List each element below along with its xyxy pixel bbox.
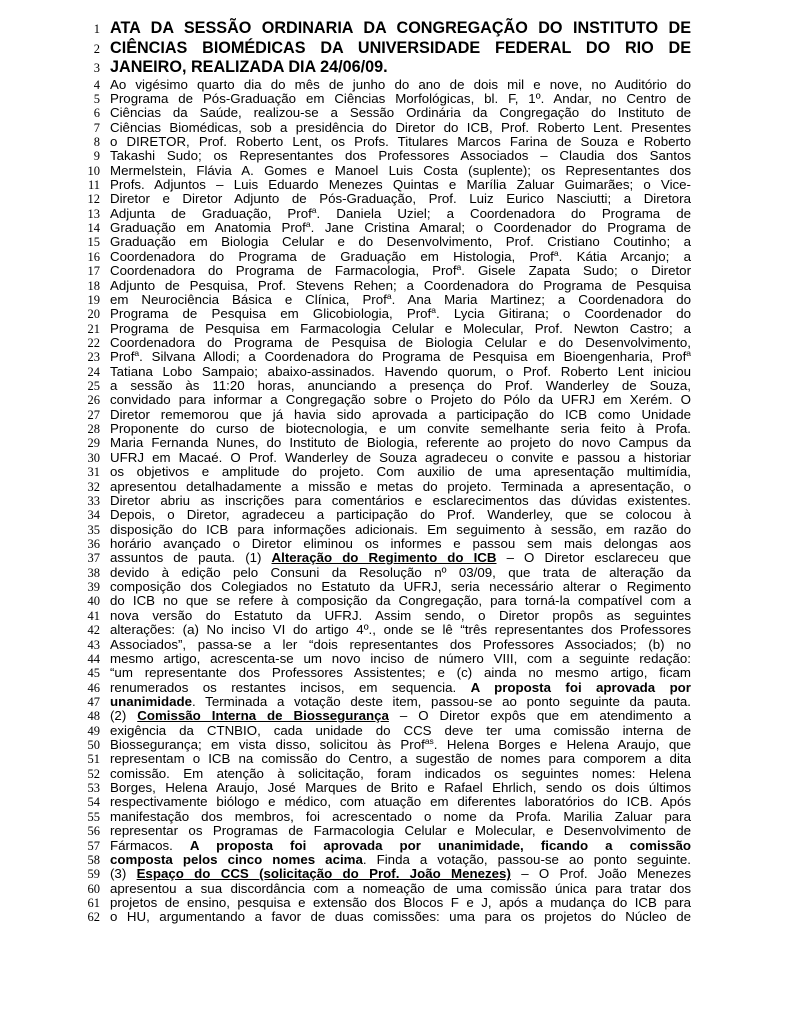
minutes-document	[0, 19, 791, 925]
line-number: 22	[87, 335, 100, 350]
line-text	[110, 508, 691, 522]
line-text	[110, 135, 691, 149]
text-run: ATA DA SESSÃO ORDINARIA DA CONGREGAÇÃO DO INSTITUTO DE	[110, 19, 691, 37]
line-text	[110, 408, 691, 422]
line-number: 3	[93, 61, 100, 75]
text-line	[0, 106, 791, 120]
line-number: 27	[87, 407, 100, 422]
text-run: . Helena Borges e Helena Araujo, que	[433, 737, 691, 753]
line-text	[110, 436, 691, 450]
line-number: 55	[87, 809, 100, 824]
title-line	[0, 58, 791, 78]
text-line	[0, 164, 791, 178]
line-text	[110, 78, 691, 92]
text-run: Graduação em Anatomia Prof	[110, 220, 306, 236]
text-run: . Daniela Uziel; a Coordenadora do Programa de	[316, 205, 691, 221]
text-run: Coordenadora do Programa de Farmacologia, Prof	[110, 263, 457, 279]
line-number: 41	[87, 608, 100, 623]
superscript: a	[431, 305, 436, 316]
text-run: Diretor abriu as inscrições para comentários e esclarecimentos das dúvidas existentes.	[110, 492, 691, 508]
line-text	[110, 451, 691, 465]
text-run: . Silvana Allodi; a Coordenadora do Programa de Pesquisa em Bioengenharia, Prof	[139, 349, 687, 365]
line-number: 61	[87, 895, 100, 910]
text-run: alterações: (a) No inciso VI do artigo 4º., onde se lê “três representantes dos Professores	[110, 622, 691, 638]
line-text	[110, 379, 691, 393]
line-number: 7	[93, 120, 100, 135]
text-run: assuntos de pauta. (1)	[110, 550, 272, 566]
bold-text: unanimidade	[110, 693, 193, 709]
line-number: 59	[87, 867, 100, 882]
line-number: 30	[87, 450, 100, 465]
line-text	[110, 307, 691, 321]
text-line	[0, 652, 791, 666]
line-text	[110, 39, 691, 59]
text-run: Graduação em Biologia Celular e do Desenvolvimento, Prof. Cristiano Coutinho; a	[110, 234, 691, 250]
text-run: Coordenadora do Programa de Graduação em Histologia, Prof	[110, 248, 554, 264]
line-text	[110, 350, 691, 364]
text-run: Programa de Pesquisa em Glicobiologia, Prof	[110, 306, 432, 322]
text-run: convidado para informar a Congregação sobre o Projeto do Pólo da UFRJ em Xerém. O	[110, 392, 691, 408]
text-line	[0, 436, 791, 450]
line-text	[110, 709, 691, 723]
line-number: 58	[87, 852, 100, 867]
text-line	[0, 480, 791, 494]
line-number: 12	[87, 192, 100, 207]
line-number: 13	[87, 206, 100, 221]
text-run: o DIRETOR, Prof. Roberto Lent, os Profs. Titulares Marcos Farina de Souza e Roberto	[110, 133, 691, 149]
text-run: em Neurociência Básica e Clínica, Prof	[110, 291, 387, 307]
text-run: Ciências Biomédicas, sob a presidência do Diretor do ICB, Prof. Roberto Lent. Presentes	[110, 119, 691, 135]
line-number: 37	[87, 551, 100, 566]
text-line	[0, 638, 791, 652]
line-number: 29	[87, 436, 100, 451]
line-number: 18	[87, 278, 100, 293]
line-text	[110, 580, 691, 594]
bold-text: Alteração do Regimento do ICB	[271, 550, 497, 566]
text-line	[0, 121, 791, 135]
text-line	[0, 350, 791, 364]
line-number: 36	[87, 537, 100, 551]
text-line	[0, 666, 791, 680]
line-number: 26	[87, 393, 100, 408]
line-number: 39	[87, 580, 100, 595]
superscript: a	[305, 219, 311, 230]
text-run: apresentou a sua discordância com a nomeação de uma comissão única para tratar dos	[110, 880, 691, 896]
text-line	[0, 393, 791, 407]
text-run: (3)	[110, 866, 137, 882]
bold-text: Espaço do CCS (solicitação do Prof. João Menezes)	[136, 866, 511, 882]
line-number: 35	[87, 522, 100, 537]
line-number: 47	[87, 694, 100, 709]
text-line	[0, 867, 791, 881]
line-number: 21	[87, 321, 100, 336]
superscript: a	[386, 290, 392, 301]
line-text	[110, 839, 691, 853]
text-run: CIÊNCIAS BIOMÉDICAS DA UNIVERSIDADE FEDERAL DO RIO DE	[110, 38, 691, 57]
line-number: 52	[87, 766, 100, 781]
line-text	[110, 422, 691, 436]
line-text	[110, 566, 691, 580]
line-text	[110, 695, 691, 709]
text-line	[0, 178, 791, 192]
text-run: manifestação dos membros, foi acrescentado o nome da Profa. Marilia Zaluar para	[110, 808, 691, 824]
line-text	[110, 480, 691, 494]
line-text	[110, 681, 691, 695]
text-line	[0, 408, 791, 422]
text-run: exigência da CTNBIO, cada unidade do CCS deve ter uma comissão interna de	[110, 722, 691, 738]
text-run: horário avançado o Diretor eliminou os informes e passou sem mais delongas aos	[110, 536, 691, 551]
text-line	[0, 523, 791, 537]
line-text	[110, 594, 691, 608]
line-text	[110, 279, 691, 293]
line-text	[110, 666, 691, 680]
text-run: . Gisele Zapata Sudo; o Diretor	[461, 263, 691, 279]
line-number: 15	[87, 235, 100, 250]
line-text	[110, 537, 691, 551]
text-line	[0, 551, 791, 565]
line-number: 17	[87, 264, 100, 279]
text-run: Depois, o Diretor, agradeceu a participação do Prof. Wanderley, que se colocou à	[110, 507, 691, 523]
text-run: . Lycia Gitirana; o Coordenador do	[436, 306, 691, 322]
line-number: 16	[87, 249, 100, 264]
line-text	[110, 724, 691, 738]
text-line	[0, 537, 791, 551]
line-number: 40	[87, 594, 100, 609]
text-run: Fármacos.	[110, 837, 190, 853]
line-number: 56	[87, 824, 100, 839]
text-line	[0, 839, 791, 853]
line-number: 31	[87, 465, 100, 480]
title-line	[0, 19, 791, 39]
bold-text: Comissão Interna de Biossegurança	[137, 708, 389, 724]
text-run: JANEIRO, REALIZADA DIA 24/06/09.	[110, 58, 388, 76]
text-run: Programa de Pesquisa em Farmacologia Celular e Molecular, Prof. Newton Castro; a	[110, 320, 691, 336]
text-run: Associados”, passa-se a ler “dois representantes dos Professores Associados; (b) no	[110, 636, 691, 652]
text-run: Prof	[110, 349, 135, 365]
line-number: 23	[87, 350, 100, 365]
text-run: disposição do ICB para informações adicionais. Em seguimento à sessão, em razão do	[110, 521, 691, 537]
text-run: Borges, Helena Araujo, José Marques de Brito e Rafael Ehrlich, sendo os dois últimos	[110, 780, 691, 796]
text-run: Adjunta de Graduação, Prof	[110, 205, 312, 221]
text-run: Diretor rememorou que já havia sido aprovada a participação do ICB como Unidade	[110, 406, 691, 422]
text-line	[0, 149, 791, 163]
text-line	[0, 781, 791, 795]
line-number: 42	[87, 623, 100, 638]
line-text	[110, 465, 691, 479]
line-text	[110, 810, 691, 824]
text-line	[0, 738, 791, 752]
line-text	[110, 19, 691, 39]
text-run: devido à edição pelo Consuni da Resolução nº 03/09, que trata de alteração da	[110, 564, 691, 580]
line-number: 60	[87, 881, 100, 896]
text-run: composição dos Colegiados no Estatuto da UFRJ, seria necessário alterar o Regimento	[110, 579, 691, 595]
text-run: respectivamente biólogo e médico, com atuação em diferentes laboratórios do ICB. Após	[110, 794, 691, 810]
title-line	[0, 39, 791, 59]
text-run: projetos de ensino, pesquisa e extensão dos Blocos F e J, após a mudança do ICB para	[110, 894, 691, 910]
line-number: 48	[87, 709, 100, 724]
line-text	[110, 896, 691, 910]
line-number: 34	[87, 508, 100, 523]
line-number: 4	[93, 77, 100, 92]
text-line	[0, 422, 791, 436]
line-text	[110, 752, 691, 766]
text-line	[0, 594, 791, 608]
line-text	[110, 221, 691, 235]
text-line	[0, 92, 791, 106]
line-text	[110, 235, 691, 249]
text-line	[0, 192, 791, 206]
line-text	[110, 178, 691, 192]
text-run: mesmo artigo, acrescenta-se um novo inciso de número VIII, com a seguinte redação:	[110, 650, 691, 666]
text-line	[0, 451, 791, 465]
superscript: as	[424, 736, 434, 747]
text-line	[0, 724, 791, 738]
text-run: Coordenadora do Programa de Pesquisa de Biologia Celular e do Desenvolvimento,	[110, 334, 691, 350]
text-line	[0, 824, 791, 838]
line-text	[110, 638, 691, 652]
line-number: 24	[87, 364, 100, 379]
text-line	[0, 204, 791, 221]
text-line	[0, 307, 791, 321]
text-line	[0, 379, 791, 393]
text-line	[0, 609, 791, 623]
text-run: Maria Fernanda Nunes, do Instituto de Biologia, referente ao projeto do novo Campus da	[110, 435, 691, 451]
text-line	[0, 795, 791, 809]
line-number: 45	[87, 666, 100, 681]
line-text	[110, 867, 691, 881]
text-line	[0, 896, 791, 910]
text-line	[0, 810, 791, 824]
text-run: Ciências da Saúde, realizou-se a Sessão Ordinária da Congregação do Instituto de	[110, 105, 691, 121]
line-text	[110, 164, 691, 178]
text-run: Ao vigésimo quarto dia do mês de junho do ano de dois mil e nove, no Auditório do	[110, 76, 691, 92]
bold-text: composta pelos cinco nomes acima	[110, 851, 363, 867]
line-text	[110, 106, 691, 120]
text-run: – O Prof. João Menezes	[510, 866, 692, 882]
line-number: 5	[93, 91, 100, 106]
line-number: 62	[87, 910, 100, 925]
text-line	[0, 767, 791, 781]
line-number: 53	[87, 781, 100, 796]
line-number: 38	[87, 565, 100, 580]
text-run: (2)	[110, 708, 138, 724]
text-run: Adjunto de Pesquisa, Prof. Stevens Rehen; a Coordenadora do Programa de Pesquisa	[110, 277, 691, 293]
text-run: Mermelstein, Flávia A. Gomes e Manoel Luis Costa (suplente); os Representantes dos	[110, 162, 691, 178]
line-number: 32	[87, 479, 100, 494]
line-number: 51	[87, 752, 100, 767]
line-number: 1	[93, 22, 100, 36]
line-number: 44	[87, 651, 100, 666]
line-number: 14	[87, 221, 100, 236]
text-line	[0, 566, 791, 580]
superscript: a	[553, 247, 559, 258]
text-run: . Ana Maria Martinez; a Coordenadora do	[391, 291, 691, 307]
text-line	[0, 465, 791, 479]
text-line	[0, 235, 791, 249]
text-run: os objetivos e amplitude do projeto. Com auxilio de uma apresentação multimídia,	[110, 464, 691, 480]
text-line	[0, 264, 791, 278]
text-run: “um representante dos Professores Assistentes; e (c) ainda no mesmo artigo, ficam	[110, 665, 691, 681]
line-text	[110, 264, 691, 278]
line-number: 28	[87, 422, 100, 437]
line-number: 46	[87, 680, 100, 695]
line-number: 33	[87, 493, 100, 508]
line-text	[110, 121, 691, 135]
superscript: a	[311, 204, 317, 215]
text-run: UFRJ em Macaé. O Prof. Wanderley de Souza agradeceu o convite e passou a historiar	[110, 449, 691, 465]
text-run: – O Diretor expôs que em atendimento a	[388, 708, 691, 724]
superscript: a	[456, 262, 462, 273]
line-number: 54	[87, 795, 100, 810]
line-text	[110, 738, 691, 752]
text-line	[0, 681, 791, 695]
text-run: . Finda a votação, passou-se ao ponto seguinte.	[362, 851, 691, 867]
line-text	[110, 623, 691, 637]
line-text	[110, 652, 691, 666]
line-number: 57	[87, 838, 100, 853]
text-run: representam o ICB na comissão do Centro, a sugestão de nomes para comporem a dita	[110, 751, 691, 767]
text-run: apresentou detalhadamente a missão e metas do projeto. Terminada a apresentação, o	[110, 478, 691, 494]
text-run: nova versão do Estatuto da UFRJ. Assim sendo, o Diretor propôs as seguintes	[110, 607, 691, 623]
text-line	[0, 78, 791, 92]
text-run: Proponente do curso de biotecnologia, e um convite semelhante seria feito à Profa.	[110, 421, 691, 437]
text-line	[0, 709, 791, 723]
text-line	[0, 365, 791, 379]
line-number: 50	[87, 738, 100, 753]
text-line	[0, 322, 791, 336]
line-number: 49	[87, 723, 100, 738]
line-text	[110, 882, 691, 896]
line-number: 8	[93, 134, 100, 149]
line-text	[110, 795, 691, 809]
text-run: Profs. Adjuntos – Luis Eduardo Menezes Quintas e Marília Zaluar Guimarães; o Vice-	[110, 177, 691, 193]
text-run: . Kátia Arcanjo; a	[558, 248, 691, 264]
text-run: – O Diretor esclareceu que	[496, 550, 691, 566]
text-run: renumerados os restantes incisos, em sequencia.	[110, 679, 471, 695]
text-run: o HU, argumentando a favor de duas comissões: uma para os projetos do Núcleo de	[110, 909, 691, 925]
text-run: representar os Programas de Farmacologia Celular e Molecular, e Desenvolvimento de	[110, 823, 691, 839]
text-run: Tatiana Lobo Sampaio; abaixo-assinados. Havendo quorum, o Prof. Roberto Lent iniciou	[110, 363, 691, 379]
line-text	[110, 92, 691, 106]
text-line	[0, 580, 791, 594]
text-line	[0, 135, 791, 149]
text-line	[0, 853, 791, 867]
text-run: Diretor e Diretor Adjunto de Pós-Graduação, Prof. Luiz Eurico Nasciutti; a Diretora	[110, 191, 691, 207]
text-run: comissão. Em atenção à solicitação, foram indicados os seguintes nomes: Helena	[110, 765, 691, 781]
text-line	[0, 910, 791, 924]
text-run: Programa de Pós-Graduação em Ciências Morfológicas, bl. F, 1º. Andar, no Centro de	[110, 90, 691, 106]
text-line	[0, 279, 791, 293]
line-text	[110, 609, 691, 623]
text-line	[0, 695, 791, 709]
line-text	[110, 58, 691, 78]
line-number: 11	[87, 178, 100, 193]
line-text	[110, 365, 691, 379]
line-text	[110, 767, 691, 781]
text-line	[0, 494, 791, 508]
text-run: Takashi Sudo; os Representantes dos Professores Associados – Claudia dos Santos	[110, 148, 691, 164]
line-number: 10	[87, 163, 100, 178]
line-text	[110, 149, 691, 163]
text-line	[0, 752, 791, 766]
line-text	[110, 494, 691, 508]
text-line	[0, 882, 791, 896]
line-text	[110, 781, 691, 795]
line-number: 20	[87, 307, 100, 322]
text-run: do ICB no que se refere à composição da Congregação, para torná-la compatível com a	[110, 593, 691, 609]
text-line	[0, 623, 791, 637]
text-line	[0, 508, 791, 522]
superscript: a	[686, 348, 691, 359]
line-text	[110, 824, 691, 838]
text-line	[0, 221, 791, 235]
line-text	[110, 551, 691, 565]
line-number: 25	[87, 379, 100, 394]
line-number: 6	[93, 106, 100, 121]
line-number: 9	[93, 149, 100, 164]
line-text	[110, 204, 691, 221]
line-text	[110, 192, 691, 206]
text-run: Biossegurança; em vista disso, solicitou às Prof	[110, 737, 425, 753]
line-number: 19	[87, 292, 100, 307]
text-run: . Jane Cristina Amaral; o Coordenador do Programa de	[310, 220, 691, 236]
line-text	[110, 853, 691, 867]
text-run: . Terminada a votação deste item, passou-se ao ponto seguinte da pauta.	[192, 693, 691, 709]
line-number: 43	[87, 637, 100, 652]
line-number: 2	[93, 41, 100, 56]
line-text	[110, 910, 691, 924]
bold-text: A proposta foi aprovada por	[470, 679, 691, 695]
text-run: a sessão às 11:20 horas, anunciando a presença do Prof. Wanderley de Souza,	[110, 378, 691, 394]
superscript: a	[134, 348, 140, 359]
bold-text: A proposta foi aprovada por unanimidade, ficando a comissão	[189, 837, 691, 853]
line-text	[110, 523, 691, 537]
line-text	[110, 322, 691, 336]
line-text	[110, 393, 691, 407]
